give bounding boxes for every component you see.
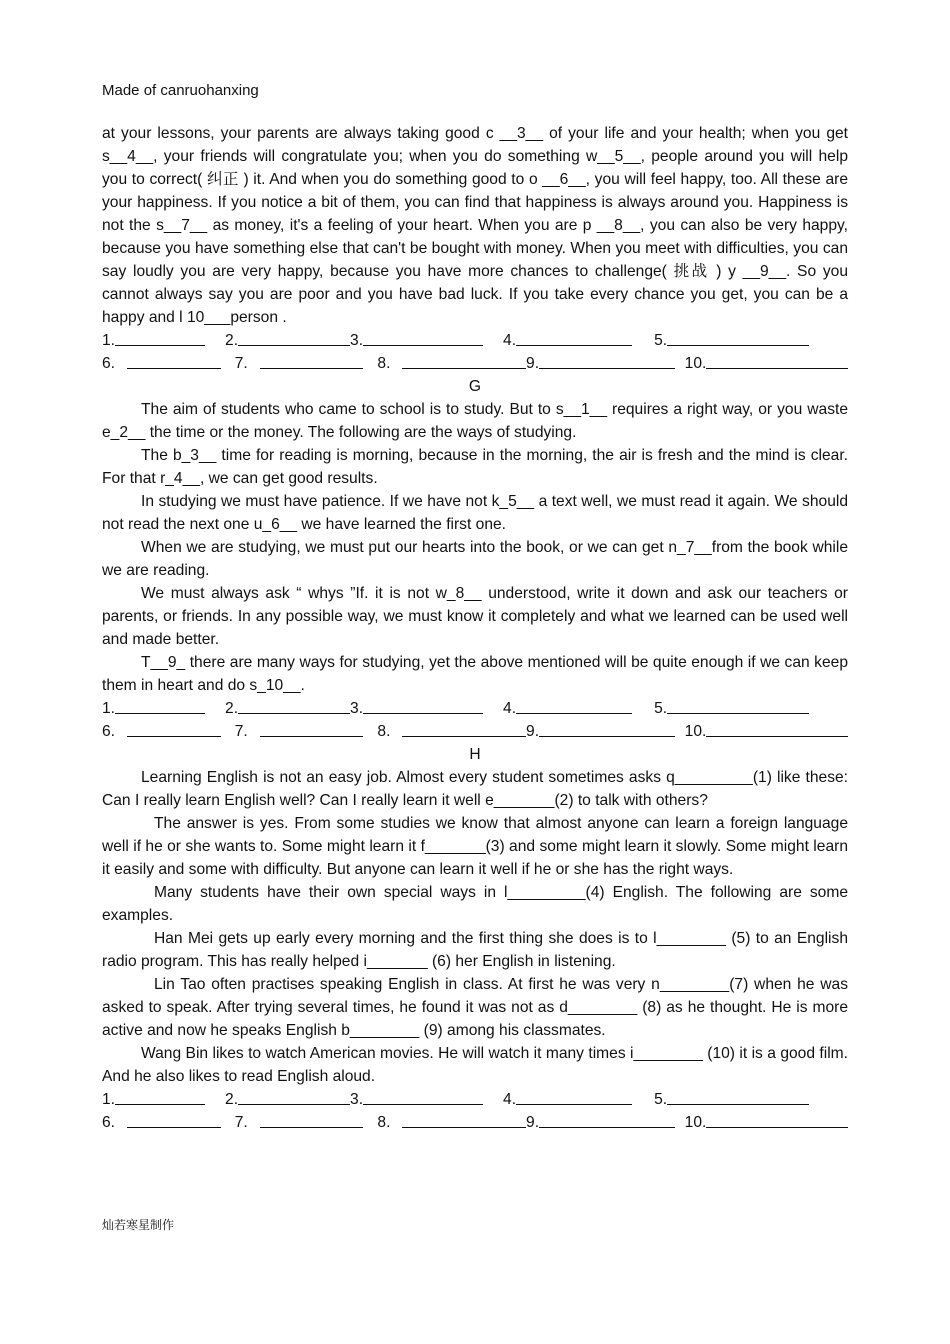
answer-row-f-2 — [102, 352, 848, 375]
section-h-paragraph: Learning English is not an easy job. Almost every student sometimes asks q_________(1) like these: Can I really learn English well? Can I really learn it well e_______(2) to talk with others? — [102, 769, 848, 809]
answer-blank-10[interactable] — [706, 1111, 848, 1128]
answer-blank-1[interactable] — [115, 697, 205, 714]
answer-label: 1. — [102, 700, 116, 717]
answer-blank-6[interactable] — [127, 720, 221, 737]
content — [102, 122, 848, 1134]
page-header: Made of canruohanxing — [102, 82, 259, 99]
answer-blank-3[interactable] — [363, 329, 483, 346]
answer-blank-2[interactable] — [238, 1088, 350, 1105]
section-g-paragraph: In studying we must have patience. If we have not k_5__ a text well, we must read it again. We should not read the next one u_6__ we have learned the first one. — [102, 493, 848, 533]
answer-label: 2. — [225, 1091, 239, 1108]
answer-blank-5[interactable] — [667, 329, 809, 346]
answer-label: 1. — [102, 332, 116, 349]
answer-blank-4[interactable] — [516, 329, 632, 346]
answer-label: 4. — [503, 332, 517, 349]
answer-label: 3. — [350, 700, 364, 717]
section-f-passage: at your lessons, your parents are always taking good c __3__ of your life and your health; when you get s__4__, your friends will congratulate you; when you do something w__5__, people around you will help you to correct( 纠正 ) it. And when you do something good to o __6__, you will feel happy, too. All these are your happiness. If you notice a bit of them, you can find that happiness is always around you. Happiness is not the s__7__ as money, it's a feeling of your heart. When you are p __8__, you can also be very happy, because you have something else that can't be bought with money. When you meet with difficulties, you can say loudly you are very happy, because you have more chances to challenge( 挑战 ) y __9__. So you cannot always say you are poor and you have bad luck. If you take every chance you get, you can be a happy and l 10___person . — [102, 125, 848, 326]
answer-label: 6. — [102, 1114, 116, 1131]
answer-blank-3[interactable] — [363, 697, 483, 714]
answer-label: 9. — [526, 723, 540, 740]
answer-blank-9[interactable] — [539, 1111, 675, 1128]
section-g-paragraph: We must always ask “ whys ”If. it is not w_8__ understood, write it down and ask our teachers or parents, or friends. In any possible way, we must know it completely and what we learned can be used well and made better. — [102, 585, 848, 648]
answer-row-f-1 — [102, 329, 848, 352]
answer-label: 7. — [234, 1114, 248, 1131]
answer-blank-10[interactable] — [706, 352, 848, 369]
answer-blank-5[interactable] — [667, 1088, 809, 1105]
answer-label: 5. — [654, 1091, 668, 1108]
answer-blank-6[interactable] — [127, 1111, 221, 1128]
page-footer: 灿若寒星制作 — [102, 1218, 175, 1232]
answer-label: 10. — [684, 355, 707, 372]
section-g-paragraph: T__9_ there are many ways for studying, yet the above mentioned will be quite enough if we can keep them in heart and do s_10__. — [102, 654, 848, 694]
answer-label: 5. — [654, 700, 668, 717]
answer-blank-3[interactable] — [363, 1088, 483, 1105]
answer-label: 7. — [234, 355, 248, 372]
answer-label: 7. — [234, 723, 248, 740]
answer-label: 2. — [225, 332, 239, 349]
answer-blank-8[interactable] — [402, 720, 526, 737]
answer-row-h-1 — [102, 1088, 848, 1111]
answer-blank-10[interactable] — [706, 720, 848, 737]
answer-blank-4[interactable] — [516, 697, 632, 714]
answer-blank-7[interactable] — [260, 352, 364, 369]
answer-blank-8[interactable] — [402, 352, 526, 369]
answer-blank-2[interactable] — [238, 329, 350, 346]
answer-label: 8. — [377, 1114, 391, 1131]
answer-label: 2. — [225, 700, 239, 717]
answer-blank-5[interactable] — [667, 697, 809, 714]
answer-label: 3. — [350, 1091, 364, 1108]
answer-label: 9. — [526, 1114, 540, 1131]
answer-label: 4. — [503, 1091, 517, 1108]
section-g-title: G — [468, 378, 482, 395]
answer-label: 9. — [526, 355, 540, 372]
answer-label: 4. — [503, 700, 517, 717]
answer-blank-2[interactable] — [238, 697, 350, 714]
section-h-paragraph: Many students have their own special ways in l_________(4) English. The following are some examples. — [102, 884, 848, 924]
answer-row-h-2 — [102, 1111, 848, 1134]
answer-blank-7[interactable] — [260, 720, 364, 737]
answer-label: 6. — [102, 355, 116, 372]
section-h-title: H — [469, 746, 481, 763]
section-h-paragraph: The answer is yes. From some studies we know that almost anyone can learn a foreign language well if he or she wants to. Some might learn it f_______(3) and some might learn it slowly. Some might learn it easily and some with difficulty. But anyone can learn it well if he or she has the right ways. — [102, 815, 848, 878]
answer-blank-8[interactable] — [402, 1111, 526, 1128]
answer-row-g-2 — [102, 720, 848, 743]
answer-label: 8. — [377, 723, 391, 740]
answer-blank-4[interactable] — [516, 1088, 632, 1105]
answer-label: 8. — [377, 355, 391, 372]
section-h-paragraph: Han Mei gets up early every morning and the first thing she does is to l________ (5) to an English radio program. This has really helped i_______ (6) her English in listening. — [102, 930, 848, 970]
answer-blank-1[interactable] — [115, 329, 205, 346]
answer-blank-9[interactable] — [539, 352, 675, 369]
answer-blank-7[interactable] — [260, 1111, 364, 1128]
answer-label: 6. — [102, 723, 116, 740]
answer-label: 5. — [654, 332, 668, 349]
section-g-paragraph: The b_3__ time for reading is morning, because in the morning, the air is fresh and the mind is clear. For that r_4__, we can get good results. — [102, 447, 848, 487]
answer-row-g-1 — [102, 697, 848, 720]
section-g-paragraph: The aim of students who came to school is to study. But to s__1__ requires a right way, or you waste e_2__ the time or the money. The following are the ways of studying. — [102, 401, 848, 441]
section-g-paragraph: When we are studying, we must put our hearts into the book, or we can get n_7__from the book while we are reading. — [102, 539, 848, 579]
answer-label: 1. — [102, 1091, 116, 1108]
answer-blank-1[interactable] — [115, 1088, 205, 1105]
section-h-paragraph: Lin Tao often practises speaking English in class. At first he was very n________(7) when he was asked to speak. After trying several times, he found it was not as d________ (8) as he thought. He is more active and now he speaks English b________ (9) among his classmates. — [102, 976, 848, 1039]
answer-label: 3. — [350, 332, 364, 349]
answer-label: 10. — [684, 1114, 707, 1131]
answer-blank-6[interactable] — [127, 352, 221, 369]
answer-blank-9[interactable] — [539, 720, 675, 737]
answer-label: 10. — [684, 723, 707, 740]
section-h-paragraph: Wang Bin likes to watch American movies. He will watch it many times i________ (10) it is a good film. And he also likes to read English aloud. — [102, 1045, 848, 1085]
